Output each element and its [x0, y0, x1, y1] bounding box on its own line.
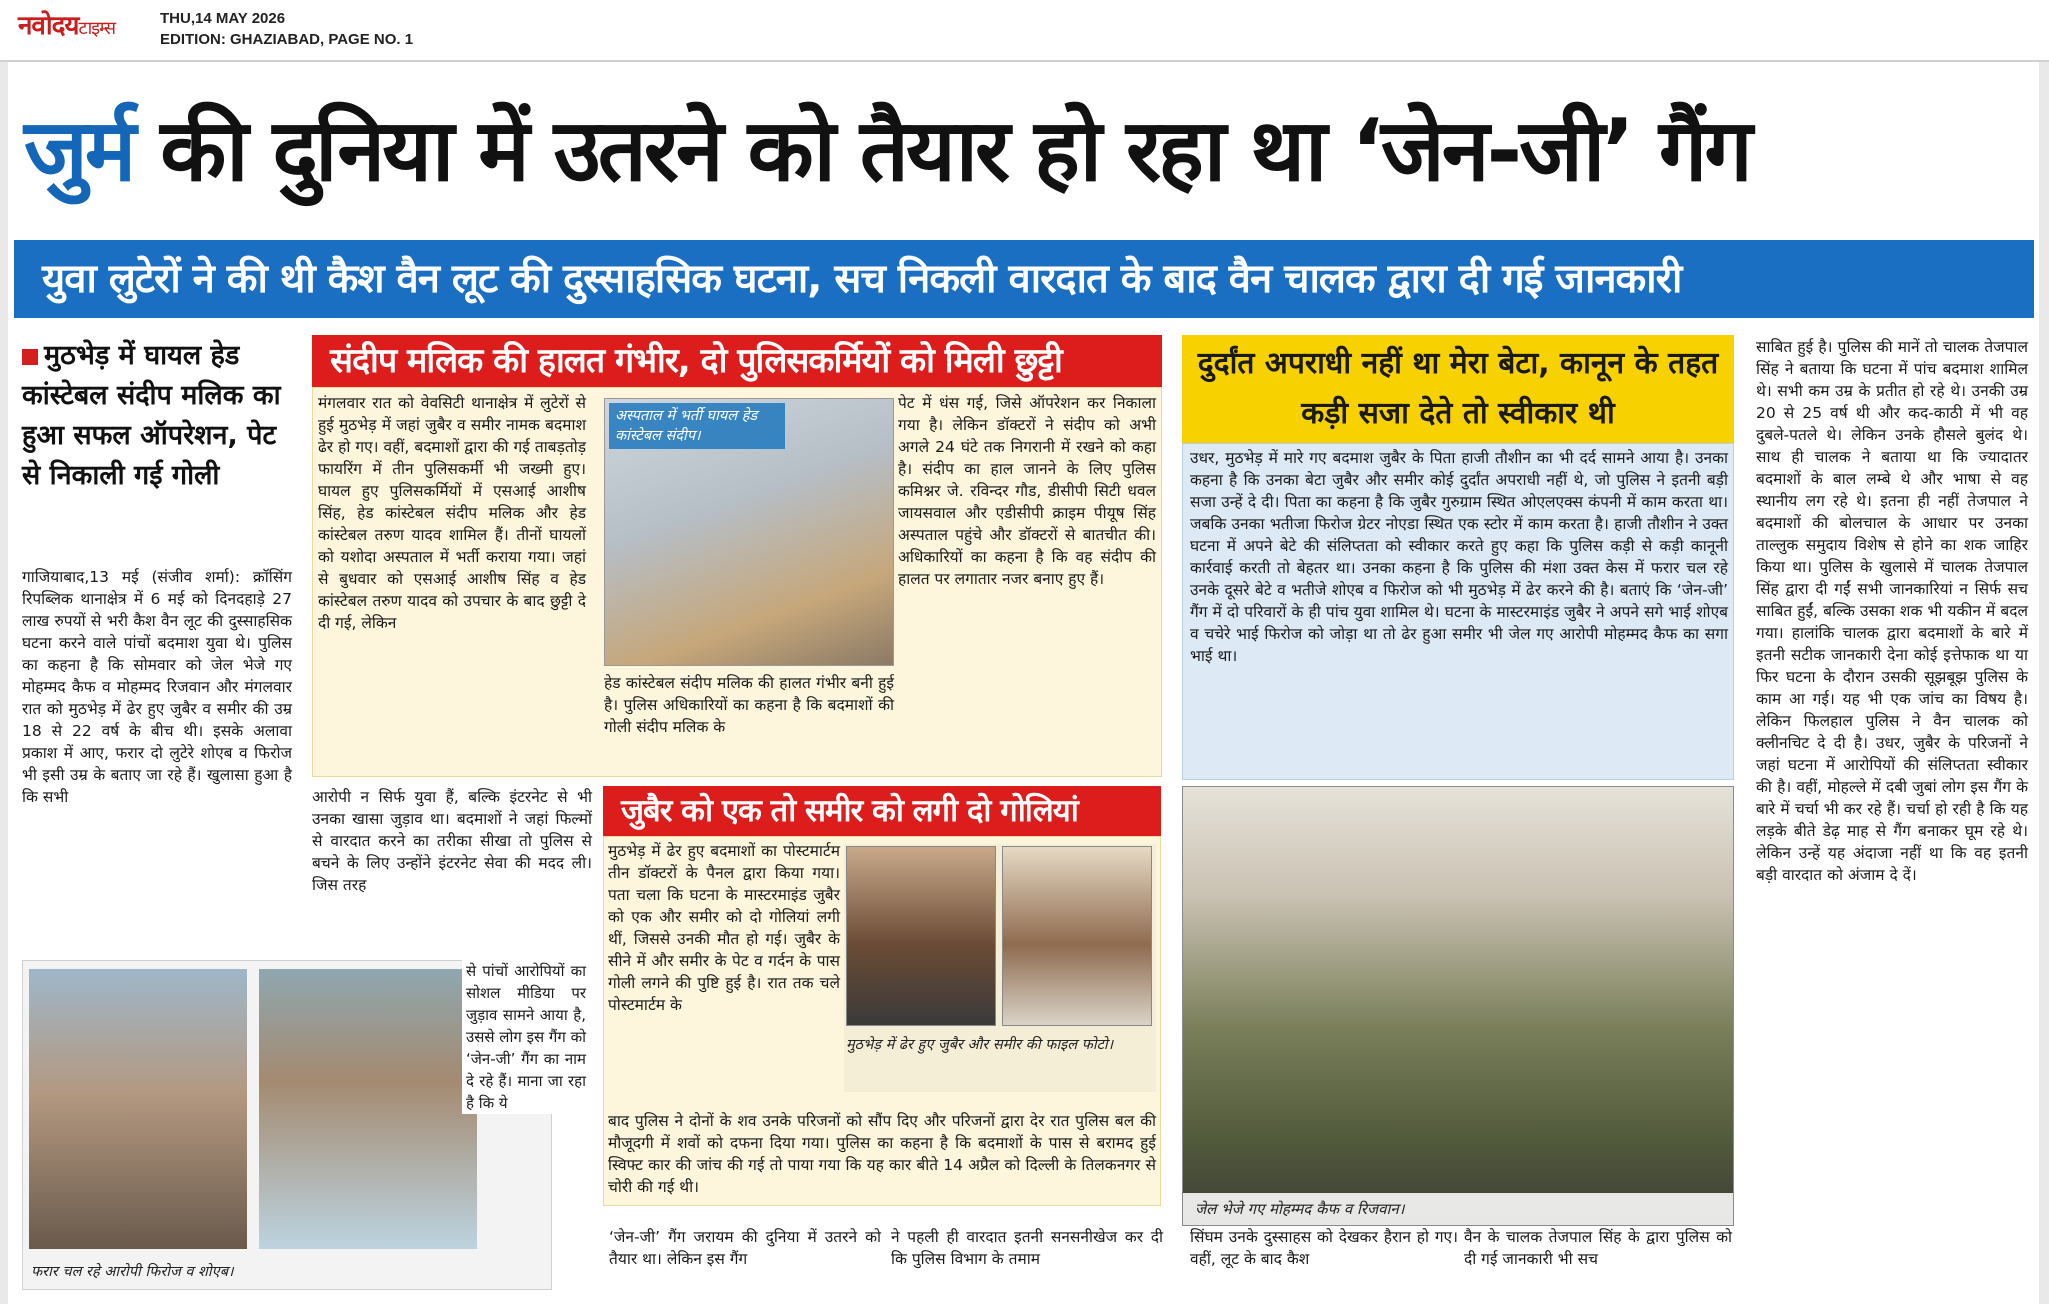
accused-portrait-2	[259, 969, 477, 1249]
lead-article-continued: आरोपी न सिर्फ युवा हैं, बल्कि इंटरनेट से भी उनका खासा जुड़ाव था। बदमाशों ने जहां फिल्मों से वारदात करने का तरीका सीखा तो पुलिस से बचने के लिए उन्होंने इंटरनेट सेवा की मदद ली। जिस तरह	[312, 788, 592, 894]
dateline	[160, 8, 413, 50]
story-heading-sandeep: संदीप मलिक की हालत गंभीर, दो पुलिसकर्मियों को मिली छुट्टी	[312, 335, 1162, 387]
photo-caption: फरार चल रहे आरोपी फिरोज व शोएब।	[31, 1264, 234, 1280]
page-headline	[24, 96, 2034, 206]
side-story-heading	[22, 336, 292, 496]
side-story-heading-text: मुठभेड़ में घायल हेड कांस्टेबल संदीप मलिक का हुआ सफल ऑपरेशन, पेट से निकाली गई गोली	[22, 340, 281, 491]
continuation-text: ‘जेन-जी’ गैंग जरायम की दुनिया में उतरने को तैयार था। लेकिन इस गैंग	[609, 1228, 881, 1268]
issue-date: THU,14 MAY 2026	[160, 10, 286, 27]
lead-article-text: गाजियाबाद,13 मई (संजीव शर्मा): क्रॉसिंग रिपब्लिक थानाक्षेत्र में 6 मई को दिनदहाड़े 27 लाख रुपयों से भरी कैश वैन लूट की दुस्साहसिक घटना करने वाले पांचों बदमाश युवा थे। पुलिस का कहना है कि सोमवार को जेल भेजे गए मोहम्मद कैफ व मोहम्मद रिजवान और मंगलवार रात को मुठभेड़ में ढेर हुए जुबैर व समीर की उम्र 18 से 22 वर्ष के बीच थी। इसके अलावा प्रकाश में आए, फरार दो लुटेरे शोएब व फिरोज भी इसी उम्र के बताए जा रहे हैं। खुलासा हुआ है कि सभी	[22, 568, 292, 806]
file-photos[interactable]	[844, 844, 1156, 1092]
story-bullets-col-1: मुठभेड़ में ढेर हुए बदमाशों का पोस्टमार्टम तीन डॉक्टरों के पैनल द्वारा किया गया। पता चला कि घटना के मास्टरमाइंड जुबैर को एक और समीर को दो गोलियां लगी थीं, जिससे उनकी मौत हो गई। जुबैर के सीने में और समीर के पेट व गर्दन के पास गोली लगने की पुष्टि हुई है। रात तक चले पोस्टमार्टम के	[608, 842, 840, 1014]
continuation-text: सिंघम उनके दुस्साहस को देखकर हैरान हो गए। वहीं, लूट के बाद कैश	[1190, 1228, 1458, 1268]
lead-article-narrow: से पांचों आरोपियों का सोशल मीडिया पर जुड़ाव सामने आया है, उससे लोग इस गैंग को ‘जेन-जी’ गैंग का नाम दे रहे हैं। माना जा रहा है कि ये	[462, 960, 586, 1114]
hospital-photo[interactable]	[604, 398, 894, 666]
story-heading-bullets: जुबैर को एक तो समीर को लगी दो गोलियां	[603, 786, 1161, 836]
headline-accent: जुर्म	[24, 101, 134, 201]
story-bullets-text: बाद पुलिस ने दोनों के शव उनके परिजनों को सौंप दिए और परिजनों द्वारा देर रात पुलिस बल की मौजूदगी में शवों को दफना दिया गया। पुलिस का कहना है कि बदमाशों के पास से बरामद हुई स्विफ्ट कार की जांच की गई तो पाया गया कि यह कार बीते 14 अप्रैल को दिल्ली के तिलकनगर से चोरी की गई थी।	[608, 1112, 1156, 1196]
edition-info: EDITION: GHAZIABAD, PAGE NO. 1	[160, 31, 414, 48]
bullet-square-icon	[22, 349, 38, 365]
photo-caption: जेल भेजे गए मोहम्मद कैफ व रिजवान।	[1183, 1193, 1733, 1225]
headline-text: की दुनिया में उतरने को तैयार हो रहा था ‘जेन-जी’ गैंग	[133, 101, 1750, 201]
accused-in-custody-photo[interactable]	[1182, 786, 1734, 1226]
left-scroll-edge	[0, 62, 8, 1304]
story-sandeep-col-2: हेड कांस्टेबल संदीप मलिक की हालत गंभीर बनी हुई है। पुलिस अधिकारियों का कहना है कि बदमाशों की गोली संदीप मलिक के	[604, 674, 894, 736]
sameer-portrait	[1002, 846, 1152, 1026]
continuation-text: ने पहली ही वारदात इतनी सनसनीखेज कर दी कि पुलिस विभाग के तमाम	[891, 1228, 1163, 1268]
continuation-text: वैन के चालक तेजपाल सिंह के द्वारा पुलिस को दी गई जानकारी भी सच	[1464, 1228, 1732, 1268]
photo-tag: अस्पताल में भर्ती घायल हेड कांस्टेबल संदीप।	[609, 403, 785, 449]
masthead	[0, 0, 2049, 62]
logo-main: नवोदय	[18, 11, 79, 41]
far-right-column-text: साबित हुई है। पुलिस की मानें तो चालक तेजपाल सिंह ने बताया कि घटना में पांच बदमाश शामिल थे। सभी कम उम्र के प्रतीत हो रहे थे। उनकी उम्र 20 से 25 वर्ष थी और कद-काठी में भी वह दुबले-पतले थे। लेकिन उनके हौसले बुलंद थे। साथ ही चालक ने बताया था कि ज्यादातर बदमाशों के बाल लम्बे थे और भाषा से वह स्थानीय लग रहे थे। इतना ही नहीं तेजपाल ने बदमाशों की बोलचाल के आधार पर उनका ताल्लुक समुदाय विशेष से होने का शक जाहिर किया था। पुलिस के खुलासे में चालक तेजपाल सिंह द्वारा दी गईं सभी जानकारियां न सिर्फ सच साबित हुईं, बल्कि उसका शक भी यकीन में बदल गया। हालांकि चालक द्वारा बदमाशों के बारे में इतनी सटीक जानकारी देना कोई इत्तेफाक था या फिर घटना के दौरान उसकी सूझबूझ पुलिस के काम आ गई। यह भी एक जांच का विषय है। लेकिन फिलहाल पुलिस ने वैन चालक को क्लीनचिट दे दी है। उधर, जुबैर के परिजनों ने जहां घटना में आरोपियों की संलिप्तता स्वीकार की है। वहीं, मोहल्ले में दबी जुबां लोग इस गैंग के बारे में चर्चा भी कर रहे हैं। चर्चा हो रही है कि यह लड़के बीते डेढ़ माह से गैंग बनाकर घूम रहे थे। लेकिन उन्हें यह अंदाजा नहीं था कि वह इतनी बड़ी वारदात को अंजाम दे दें।	[1756, 338, 2028, 884]
story-heading-father: दुर्दांत अपराधी नहीं था मेरा बेटा, कानून के तहत कड़ी सजा देते तो स्वीकार थी	[1182, 335, 1734, 443]
story-sandeep-col-3: पेट में धंस गई, जिसे ऑपरेशन कर निकाला गया है। लेकिन डॉक्टरों ने संदीप को अभी अगले 24 घंटे तक निगरानी में रखने को कहा है। संदीप का हाल जानने के लिए पुलिस कमिश्नर जे. रविन्दर गौड, डीसीपी सिटी धवल जायसवाल और एडीसीपी क्राइम पीयूष सिंह अस्पताल पहुंचे और डॉक्टरों से बातचीत की। अधिकारियों का कहना है कि वह संदीप की हालत पर लगातार नजर बनाए हुए हैं।	[898, 394, 1156, 588]
story-father-text: उधर, मुठभेड़ में मारे गए बदमाश जुबैर के पिता हाजी तौशीन का भी दर्द सामने आया है। उनका कहना है कि उनका बेटा जुबैर और समीर कोई दुर्दांत अपराधी नहीं थे, जो पुलिस ने इतनी बड़ी सजा उन्हें दे दी। पिता का कहना है कि जुबैर गुरुग्राम स्थित ओएलएक्स कंपनी में काम करता था। जबकि उनका भतीजा फिरोज ग्रेटर नोएडा स्थित एक स्टोर में काम करता है। हाजी तौशीन ने उक्त घटना में अपने बेटे की संलिप्तता को स्वीकार करते हुए कहा कि पुलिस कड़ी से कड़ी कानूनी कार्रवाई करती तो बेहतर था। उनका कहना है कि पुलिस की मंशा उक्त केस में फरार चल रहे उनके दूसरे बेटे व भतीजे शोएब व फिरोज को भी मुठभेड़ में ढेर करने की है। बताएं कि ‘जेन-जी’ गैंग में दो परिवारों के ही पांच युवा शामिल थे। घटना के मास्टरमाइंड जुबैर ने अपने सगे भाई शोएब व चचेरे भाई फिरोज को जोड़ा था तो ढेर हुआ समीर भी जेल गए आरोपी मोहम्मद कैफ का सगा भाई था।	[1190, 449, 1728, 665]
right-scroll-edge	[2039, 62, 2049, 1304]
logo-sub: टाइम्स	[78, 18, 116, 39]
accused-portrait-1	[29, 969, 247, 1249]
photo-caption: मुठभेड़ में ढेर हुए जुबैर और समीर की फाइल फोटो।	[846, 1037, 1114, 1053]
newspaper-logo[interactable]	[18, 6, 115, 42]
story-sandeep-col-1: मंगलवार रात को वेवसिटी थानाक्षेत्र में लुटेरों से हुई मुठभेड़ में जहां जुबैर व समीर नामक बदमाश ढेर हो गए। वहीं, बदमाशों द्वारा की गई ताबड़तोड़ फायरिंग में तीन पुलिसकर्मी भी जख्मी हुए। घायल हुए पुलिसकर्मियों में एसआई आशीष सिंह, हेड कांस्टेबल संदीप मलिक और हेड कांस्टेबल तरुण यादव शामिल हैं। तीनों घायलों को यशोदा अस्पताल में भर्ती कराया गया। जहां से बुधवार को एसआई आशीष सिंह व हेड कांस्टेबल तरुण यादव को उपचार के बाद छुट्टी दे दी गई, लेकिन	[318, 394, 586, 632]
sub-headline: युवा लुटेरों ने की थी कैश वैन लूट की दुस्साहसिक घटना, सच निकली वारदात के बाद वैन चालक द्वारा दी गई जानकारी	[14, 240, 2034, 318]
zubair-portrait	[846, 846, 996, 1026]
